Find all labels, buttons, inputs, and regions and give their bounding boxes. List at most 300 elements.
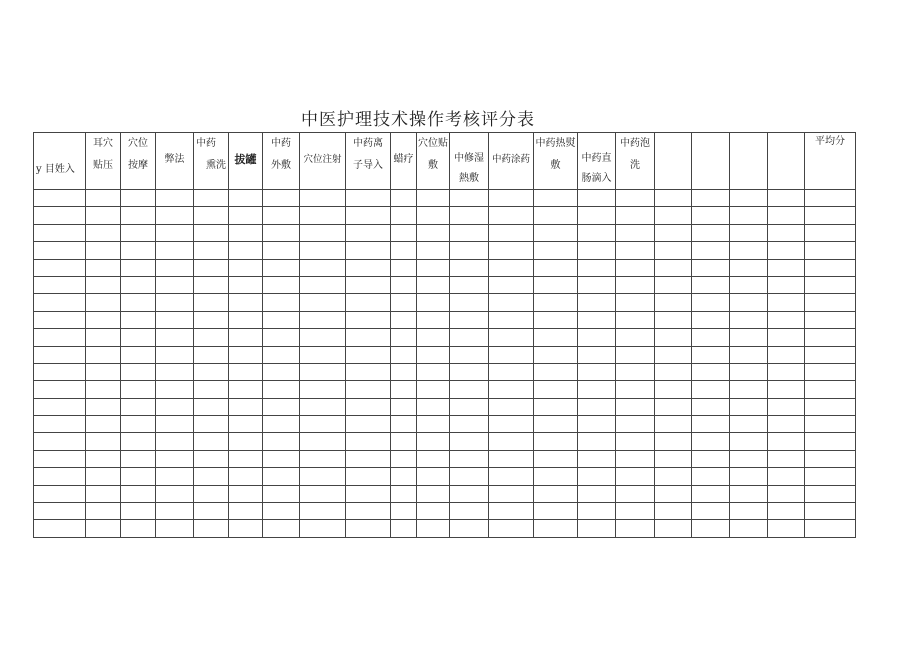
table-cell[interactable]: [616, 207, 655, 224]
table-cell[interactable]: [450, 398, 489, 415]
table-cell[interactable]: [616, 294, 655, 311]
table-cell[interactable]: [417, 207, 450, 224]
table-cell[interactable]: [417, 294, 450, 311]
table-cell[interactable]: [616, 363, 655, 380]
table-cell[interactable]: [692, 485, 730, 502]
table-cell[interactable]: [229, 520, 263, 537]
table-cell[interactable]: [489, 329, 534, 346]
table-cell[interactable]: [616, 520, 655, 537]
table-cell[interactable]: [616, 311, 655, 328]
table-cell[interactable]: [300, 224, 346, 241]
table-cell[interactable]: [86, 468, 121, 485]
table-cell[interactable]: [156, 224, 194, 241]
table-cell[interactable]: [730, 224, 768, 241]
table-cell[interactable]: [346, 363, 391, 380]
table-cell[interactable]: [578, 224, 616, 241]
table-cell[interactable]: [489, 207, 534, 224]
table-cell[interactable]: [730, 398, 768, 415]
table-cell[interactable]: [489, 485, 534, 502]
table-cell[interactable]: [655, 520, 692, 537]
table-cell[interactable]: [121, 294, 156, 311]
table-cell[interactable]: [578, 276, 616, 293]
table-cell[interactable]: [768, 450, 805, 467]
table-cell[interactable]: [86, 520, 121, 537]
table-cell[interactable]: [692, 242, 730, 259]
table-cell[interactable]: [156, 242, 194, 259]
table-cell[interactable]: [300, 503, 346, 520]
table-cell[interactable]: [489, 520, 534, 537]
table-cell[interactable]: [300, 259, 346, 276]
table-cell[interactable]: [768, 416, 805, 433]
table-cell[interactable]: [805, 433, 856, 450]
table-cell[interactable]: [263, 381, 300, 398]
table-cell[interactable]: [692, 329, 730, 346]
table-cell[interactable]: [86, 294, 121, 311]
table-cell[interactable]: [156, 468, 194, 485]
table-cell[interactable]: [121, 485, 156, 502]
table-cell[interactable]: [805, 381, 856, 398]
table-cell[interactable]: [86, 503, 121, 520]
table-cell[interactable]: [655, 398, 692, 415]
table-cell[interactable]: [768, 485, 805, 502]
table-cell[interactable]: [578, 346, 616, 363]
table-cell[interactable]: [805, 276, 856, 293]
table-cell[interactable]: [194, 294, 229, 311]
table-cell[interactable]: [768, 346, 805, 363]
table-cell[interactable]: [194, 207, 229, 224]
table-cell[interactable]: [300, 433, 346, 450]
table-cell[interactable]: [156, 207, 194, 224]
table-cell[interactable]: [730, 433, 768, 450]
table-cell[interactable]: [229, 224, 263, 241]
table-cell[interactable]: [121, 190, 156, 207]
table-cell[interactable]: [300, 276, 346, 293]
table-cell[interactable]: [194, 450, 229, 467]
table-cell[interactable]: [450, 381, 489, 398]
table-cell[interactable]: [692, 190, 730, 207]
table-cell[interactable]: [692, 468, 730, 485]
table-cell[interactable]: [489, 276, 534, 293]
table-cell[interactable]: [655, 381, 692, 398]
table-cell[interactable]: [121, 276, 156, 293]
table-cell[interactable]: [86, 224, 121, 241]
table-cell[interactable]: [156, 433, 194, 450]
table-cell[interactable]: [34, 242, 86, 259]
table-cell[interactable]: [655, 259, 692, 276]
table-cell[interactable]: [300, 190, 346, 207]
table-cell[interactable]: [263, 294, 300, 311]
table-cell[interactable]: [229, 329, 263, 346]
table-cell[interactable]: [730, 416, 768, 433]
table-cell[interactable]: [768, 363, 805, 380]
table-cell[interactable]: [194, 503, 229, 520]
table-cell[interactable]: [805, 450, 856, 467]
table-cell[interactable]: [578, 468, 616, 485]
table-cell[interactable]: [534, 416, 578, 433]
table-cell[interactable]: [692, 311, 730, 328]
table-cell[interactable]: [34, 294, 86, 311]
table-cell[interactable]: [417, 329, 450, 346]
table-cell[interactable]: [156, 190, 194, 207]
table-cell[interactable]: [768, 468, 805, 485]
table-cell[interactable]: [534, 294, 578, 311]
table-cell[interactable]: [263, 224, 300, 241]
table-cell[interactable]: [578, 329, 616, 346]
table-cell[interactable]: [655, 433, 692, 450]
table-cell[interactable]: [391, 450, 417, 467]
table-cell[interactable]: [450, 450, 489, 467]
table-cell[interactable]: [346, 433, 391, 450]
table-cell[interactable]: [768, 242, 805, 259]
table-cell[interactable]: [86, 190, 121, 207]
table-cell[interactable]: [34, 207, 86, 224]
table-cell[interactable]: [655, 503, 692, 520]
table-cell[interactable]: [417, 381, 450, 398]
table-cell[interactable]: [156, 259, 194, 276]
table-cell[interactable]: [768, 224, 805, 241]
table-cell[interactable]: [768, 433, 805, 450]
table-cell[interactable]: [194, 346, 229, 363]
table-cell[interactable]: [391, 398, 417, 415]
table-cell[interactable]: [229, 433, 263, 450]
table-cell[interactable]: [450, 259, 489, 276]
table-cell[interactable]: [768, 520, 805, 537]
table-cell[interactable]: [578, 433, 616, 450]
table-cell[interactable]: [391, 207, 417, 224]
table-cell[interactable]: [417, 242, 450, 259]
table-cell[interactable]: [616, 381, 655, 398]
table-cell[interactable]: [229, 416, 263, 433]
table-cell[interactable]: [121, 398, 156, 415]
table-cell[interactable]: [86, 363, 121, 380]
table-cell[interactable]: [450, 416, 489, 433]
table-cell[interactable]: [616, 503, 655, 520]
table-cell[interactable]: [730, 207, 768, 224]
table-cell[interactable]: [489, 416, 534, 433]
table-cell[interactable]: [450, 329, 489, 346]
table-cell[interactable]: [578, 190, 616, 207]
table-cell[interactable]: [194, 485, 229, 502]
table-cell[interactable]: [578, 294, 616, 311]
table-cell[interactable]: [194, 259, 229, 276]
table-cell[interactable]: [194, 311, 229, 328]
table-cell[interactable]: [121, 520, 156, 537]
table-cell[interactable]: [417, 450, 450, 467]
table-cell[interactable]: [489, 503, 534, 520]
table-cell[interactable]: [263, 363, 300, 380]
table-cell[interactable]: [86, 242, 121, 259]
table-cell[interactable]: [489, 381, 534, 398]
table-cell[interactable]: [489, 242, 534, 259]
table-cell[interactable]: [34, 190, 86, 207]
table-cell[interactable]: [391, 485, 417, 502]
table-cell[interactable]: [156, 329, 194, 346]
table-cell[interactable]: [391, 294, 417, 311]
table-cell[interactable]: [805, 485, 856, 502]
table-cell[interactable]: [34, 485, 86, 502]
table-cell[interactable]: [194, 398, 229, 415]
table-cell[interactable]: [768, 190, 805, 207]
table-cell[interactable]: [263, 311, 300, 328]
table-cell[interactable]: [229, 398, 263, 415]
table-cell[interactable]: [450, 346, 489, 363]
table-cell[interactable]: [730, 520, 768, 537]
table-cell[interactable]: [391, 346, 417, 363]
table-cell[interactable]: [229, 207, 263, 224]
table-cell[interactable]: [156, 381, 194, 398]
table-cell[interactable]: [194, 190, 229, 207]
table-cell[interactable]: [229, 276, 263, 293]
table-cell[interactable]: [489, 224, 534, 241]
table-cell[interactable]: [534, 433, 578, 450]
table-cell[interactable]: [263, 329, 300, 346]
table-cell[interactable]: [768, 503, 805, 520]
table-cell[interactable]: [417, 468, 450, 485]
table-cell[interactable]: [534, 398, 578, 415]
table-cell[interactable]: [616, 242, 655, 259]
table-cell[interactable]: [300, 485, 346, 502]
table-cell[interactable]: [534, 450, 578, 467]
table-cell[interactable]: [229, 311, 263, 328]
table-cell[interactable]: [692, 294, 730, 311]
table-cell[interactable]: [263, 503, 300, 520]
table-cell[interactable]: [655, 276, 692, 293]
table-cell[interactable]: [263, 485, 300, 502]
table-cell[interactable]: [391, 259, 417, 276]
table-cell[interactable]: [489, 450, 534, 467]
table-cell[interactable]: [391, 276, 417, 293]
table-cell[interactable]: [391, 363, 417, 380]
table-cell[interactable]: [391, 503, 417, 520]
table-cell[interactable]: [489, 311, 534, 328]
table-cell[interactable]: [730, 329, 768, 346]
table-cell[interactable]: [768, 276, 805, 293]
table-cell[interactable]: [263, 276, 300, 293]
table-cell[interactable]: [391, 329, 417, 346]
table-cell[interactable]: [263, 468, 300, 485]
table-cell[interactable]: [692, 346, 730, 363]
table-cell[interactable]: [768, 329, 805, 346]
table-cell[interactable]: [417, 190, 450, 207]
table-cell[interactable]: [300, 520, 346, 537]
table-cell[interactable]: [86, 311, 121, 328]
table-cell[interactable]: [655, 346, 692, 363]
table-cell[interactable]: [692, 433, 730, 450]
table-cell[interactable]: [655, 468, 692, 485]
table-cell[interactable]: [730, 190, 768, 207]
table-cell[interactable]: [450, 468, 489, 485]
table-cell[interactable]: [300, 242, 346, 259]
table-cell[interactable]: [805, 329, 856, 346]
table-cell[interactable]: [450, 363, 489, 380]
table-cell[interactable]: [346, 242, 391, 259]
table-cell[interactable]: [616, 276, 655, 293]
table-cell[interactable]: [263, 520, 300, 537]
table-cell[interactable]: [86, 485, 121, 502]
table-cell[interactable]: [194, 468, 229, 485]
table-cell[interactable]: [768, 207, 805, 224]
table-cell[interactable]: [300, 468, 346, 485]
table-cell[interactable]: [34, 381, 86, 398]
table-cell[interactable]: [534, 207, 578, 224]
table-cell[interactable]: [450, 190, 489, 207]
table-cell[interactable]: [534, 311, 578, 328]
table-cell[interactable]: [300, 346, 346, 363]
table-cell[interactable]: [391, 433, 417, 450]
table-cell[interactable]: [489, 346, 534, 363]
table-cell[interactable]: [346, 503, 391, 520]
table-cell[interactable]: [805, 346, 856, 363]
table-cell[interactable]: [655, 485, 692, 502]
table-cell[interactable]: [450, 207, 489, 224]
table-cell[interactable]: [229, 503, 263, 520]
table-cell[interactable]: [121, 468, 156, 485]
table-cell[interactable]: [391, 381, 417, 398]
table-cell[interactable]: [450, 242, 489, 259]
table-cell[interactable]: [86, 259, 121, 276]
table-cell[interactable]: [578, 311, 616, 328]
table-cell[interactable]: [417, 363, 450, 380]
table-cell[interactable]: [346, 520, 391, 537]
table-cell[interactable]: [300, 207, 346, 224]
table-cell[interactable]: [730, 381, 768, 398]
table-cell[interactable]: [391, 242, 417, 259]
table-cell[interactable]: [300, 363, 346, 380]
table-cell[interactable]: [121, 381, 156, 398]
table-cell[interactable]: [229, 294, 263, 311]
table-cell[interactable]: [34, 224, 86, 241]
table-cell[interactable]: [692, 520, 730, 537]
table-cell[interactable]: [229, 259, 263, 276]
table-cell[interactable]: [346, 416, 391, 433]
table-cell[interactable]: [768, 311, 805, 328]
table-cell[interactable]: [34, 346, 86, 363]
table-cell[interactable]: [346, 485, 391, 502]
table-cell[interactable]: [86, 276, 121, 293]
table-cell[interactable]: [34, 276, 86, 293]
table-cell[interactable]: [391, 190, 417, 207]
table-cell[interactable]: [805, 503, 856, 520]
table-cell[interactable]: [86, 416, 121, 433]
table-cell[interactable]: [346, 468, 391, 485]
table-cell[interactable]: [534, 276, 578, 293]
table-cell[interactable]: [730, 468, 768, 485]
table-cell[interactable]: [805, 468, 856, 485]
table-cell[interactable]: [86, 433, 121, 450]
table-cell[interactable]: [450, 433, 489, 450]
table-cell[interactable]: [229, 363, 263, 380]
table-cell[interactable]: [300, 294, 346, 311]
table-cell[interactable]: [616, 346, 655, 363]
table-cell[interactable]: [616, 224, 655, 241]
table-cell[interactable]: [417, 398, 450, 415]
table-cell[interactable]: [655, 329, 692, 346]
table-cell[interactable]: [450, 294, 489, 311]
table-cell[interactable]: [194, 242, 229, 259]
table-cell[interactable]: [346, 329, 391, 346]
table-cell[interactable]: [768, 381, 805, 398]
table-cell[interactable]: [730, 485, 768, 502]
table-cell[interactable]: [156, 503, 194, 520]
table-cell[interactable]: [692, 381, 730, 398]
table-cell[interactable]: [156, 398, 194, 415]
table-cell[interactable]: [346, 398, 391, 415]
table-cell[interactable]: [229, 381, 263, 398]
table-cell[interactable]: [263, 242, 300, 259]
table-cell[interactable]: [121, 259, 156, 276]
table-cell[interactable]: [768, 294, 805, 311]
table-cell[interactable]: [391, 224, 417, 241]
table-cell[interactable]: [730, 311, 768, 328]
table-cell[interactable]: [229, 485, 263, 502]
table-cell[interactable]: [805, 259, 856, 276]
table-cell[interactable]: [489, 398, 534, 415]
table-cell[interactable]: [34, 520, 86, 537]
table-cell[interactable]: [263, 433, 300, 450]
table-cell[interactable]: [692, 363, 730, 380]
table-cell[interactable]: [300, 311, 346, 328]
table-cell[interactable]: [346, 294, 391, 311]
table-cell[interactable]: [450, 224, 489, 241]
table-cell[interactable]: [417, 433, 450, 450]
table-cell[interactable]: [692, 416, 730, 433]
table-cell[interactable]: [578, 259, 616, 276]
table-cell[interactable]: [346, 381, 391, 398]
table-cell[interactable]: [229, 190, 263, 207]
table-cell[interactable]: [121, 242, 156, 259]
table-cell[interactable]: [730, 503, 768, 520]
table-cell[interactable]: [194, 381, 229, 398]
table-cell[interactable]: [300, 398, 346, 415]
table-cell[interactable]: [86, 207, 121, 224]
table-cell[interactable]: [229, 468, 263, 485]
table-cell[interactable]: [391, 311, 417, 328]
table-cell[interactable]: [534, 329, 578, 346]
table-cell[interactable]: [534, 259, 578, 276]
table-cell[interactable]: [450, 503, 489, 520]
table-cell[interactable]: [489, 363, 534, 380]
table-cell[interactable]: [730, 450, 768, 467]
table-cell[interactable]: [534, 363, 578, 380]
table-cell[interactable]: [121, 363, 156, 380]
table-cell[interactable]: [300, 416, 346, 433]
table-cell[interactable]: [489, 259, 534, 276]
table-cell[interactable]: [34, 433, 86, 450]
table-cell[interactable]: [578, 207, 616, 224]
table-cell[interactable]: [34, 398, 86, 415]
table-cell[interactable]: [391, 416, 417, 433]
table-cell[interactable]: [655, 416, 692, 433]
table-cell[interactable]: [121, 433, 156, 450]
table-cell[interactable]: [616, 450, 655, 467]
table-cell[interactable]: [578, 503, 616, 520]
table-cell[interactable]: [805, 363, 856, 380]
table-cell[interactable]: [417, 276, 450, 293]
table-cell[interactable]: [805, 207, 856, 224]
table-cell[interactable]: [417, 259, 450, 276]
table-cell[interactable]: [34, 450, 86, 467]
table-cell[interactable]: [156, 520, 194, 537]
table-cell[interactable]: [346, 190, 391, 207]
table-cell[interactable]: [156, 276, 194, 293]
table-cell[interactable]: [534, 242, 578, 259]
table-cell[interactable]: [86, 346, 121, 363]
table-cell[interactable]: [534, 503, 578, 520]
table-cell[interactable]: [578, 520, 616, 537]
table-cell[interactable]: [616, 259, 655, 276]
table-cell[interactable]: [34, 311, 86, 328]
table-cell[interactable]: [417, 485, 450, 502]
